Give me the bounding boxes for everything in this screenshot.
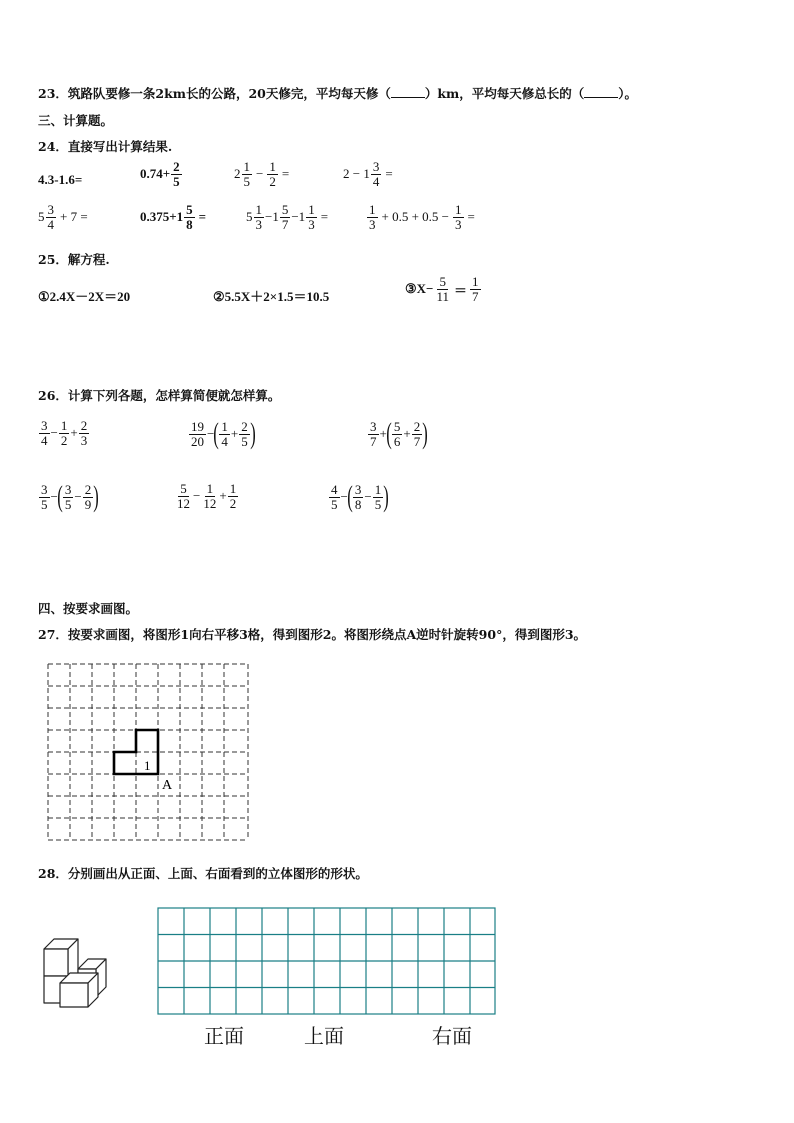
section-3-heading: 三、计算题。 [38,113,114,128]
right-view-label: 右面 [432,1024,472,1048]
answer-blank[interactable] [391,85,425,98]
equation-2: ②5.5X＋2×1.5＝10.5 [213,289,330,304]
q26-problem-1: $\frac{3}{4}$ − $\frac{1}{2}$ + $\frac{2}{3}$ [41,418,88,448]
point-a-label: A [162,778,173,793]
q24-expr-7: 5 $\frac{1}{3}$ −1 $\frac{5}{7}$ −1 $\frac{1}{3}$ = [246,202,329,232]
q24-expr-2: 0.74+ $\frac{2}{5}$ [140,159,180,189]
question-26-title: 26．计算下列各题，怎样算简便就怎样算。 [38,388,281,403]
shape-1-outline [114,730,158,774]
q24-expr-8: $\frac{1}{3}$ + 0.5 + 0.5 − $\frac{1}{3}$ = [369,202,475,232]
q24-expr-3: 2 $\frac{1}{5}$ − $\frac{1}{2}$ = [234,159,290,189]
answer-grid[interactable] [157,907,497,1017]
front-view-label: 正面 [204,1024,244,1048]
q24-expr-5: 5 $\frac{3}{4}$ + 7 = [38,202,88,232]
question-25-title: 25．解方程. [38,252,110,267]
cube-stack-figure [40,935,114,1009]
q24-expr-6: 0.375+1 $\frac{5}{8}$ = [140,202,207,232]
equation-3: ③X− $\frac{5}{11}$ ＝ $\frac{1}{7}$ [405,274,479,304]
question-23 [38,84,637,102]
q26-problem-2: $\frac{19}{20}$ − ( $\frac{1}{4}$ + $\frac{2}{5}$ ) [191,417,256,450]
section-4-heading: 四、按要求画图。 [38,601,139,616]
question-28-title: 28．分别画出从正面、上面、右面看到的立体图形的形状。 [38,866,368,881]
answer-blank[interactable] [584,85,618,98]
q23-text-start: 23．筑路队要修一条2km长的公路，20天修完，平均每天修（ [38,86,391,101]
q23-text-end: ）。 [618,86,638,101]
question-24-title: 24．直接写出计算结果. [38,139,173,154]
q24-expr-1: 4.3-1.6= [38,172,83,187]
dashed-grid[interactable] [44,660,254,842]
q23-text-middle: ）km，平均每天修总长的（ [424,86,585,101]
top-view-label: 上面 [304,1024,344,1048]
q26-problem-6: $\frac{4}{5}$ − ( $\frac{3}{8}$ − $\frac{1}{5}$ ) [331,480,389,513]
question-27-title: 27．按要求画图，将图形1向右平移3格，得到图形2。将图形绕点A逆时针旋转90°，得到图形3。 [38,627,587,642]
q26-problem-5: $\frac{5}{12}$ − $\frac{1}{12}$ + $\frac{1}{2}$ [177,481,237,511]
q24-expr-4: 2 − 1 $\frac{3}{4}$ = [343,159,393,189]
shape-1-label: 1 [144,758,151,773]
equation-1: ①2.4X－2X＝20 [38,289,131,304]
q26-problem-3: $\frac{3}{7}$ + ( $\frac{5}{6}$ + $\frac{2}{7}$ ) [370,417,428,450]
q26-problem-4: $\frac{3}{5}$ − ( $\frac{3}{5}$ − $\frac{2}{9}$ ) [41,480,99,513]
